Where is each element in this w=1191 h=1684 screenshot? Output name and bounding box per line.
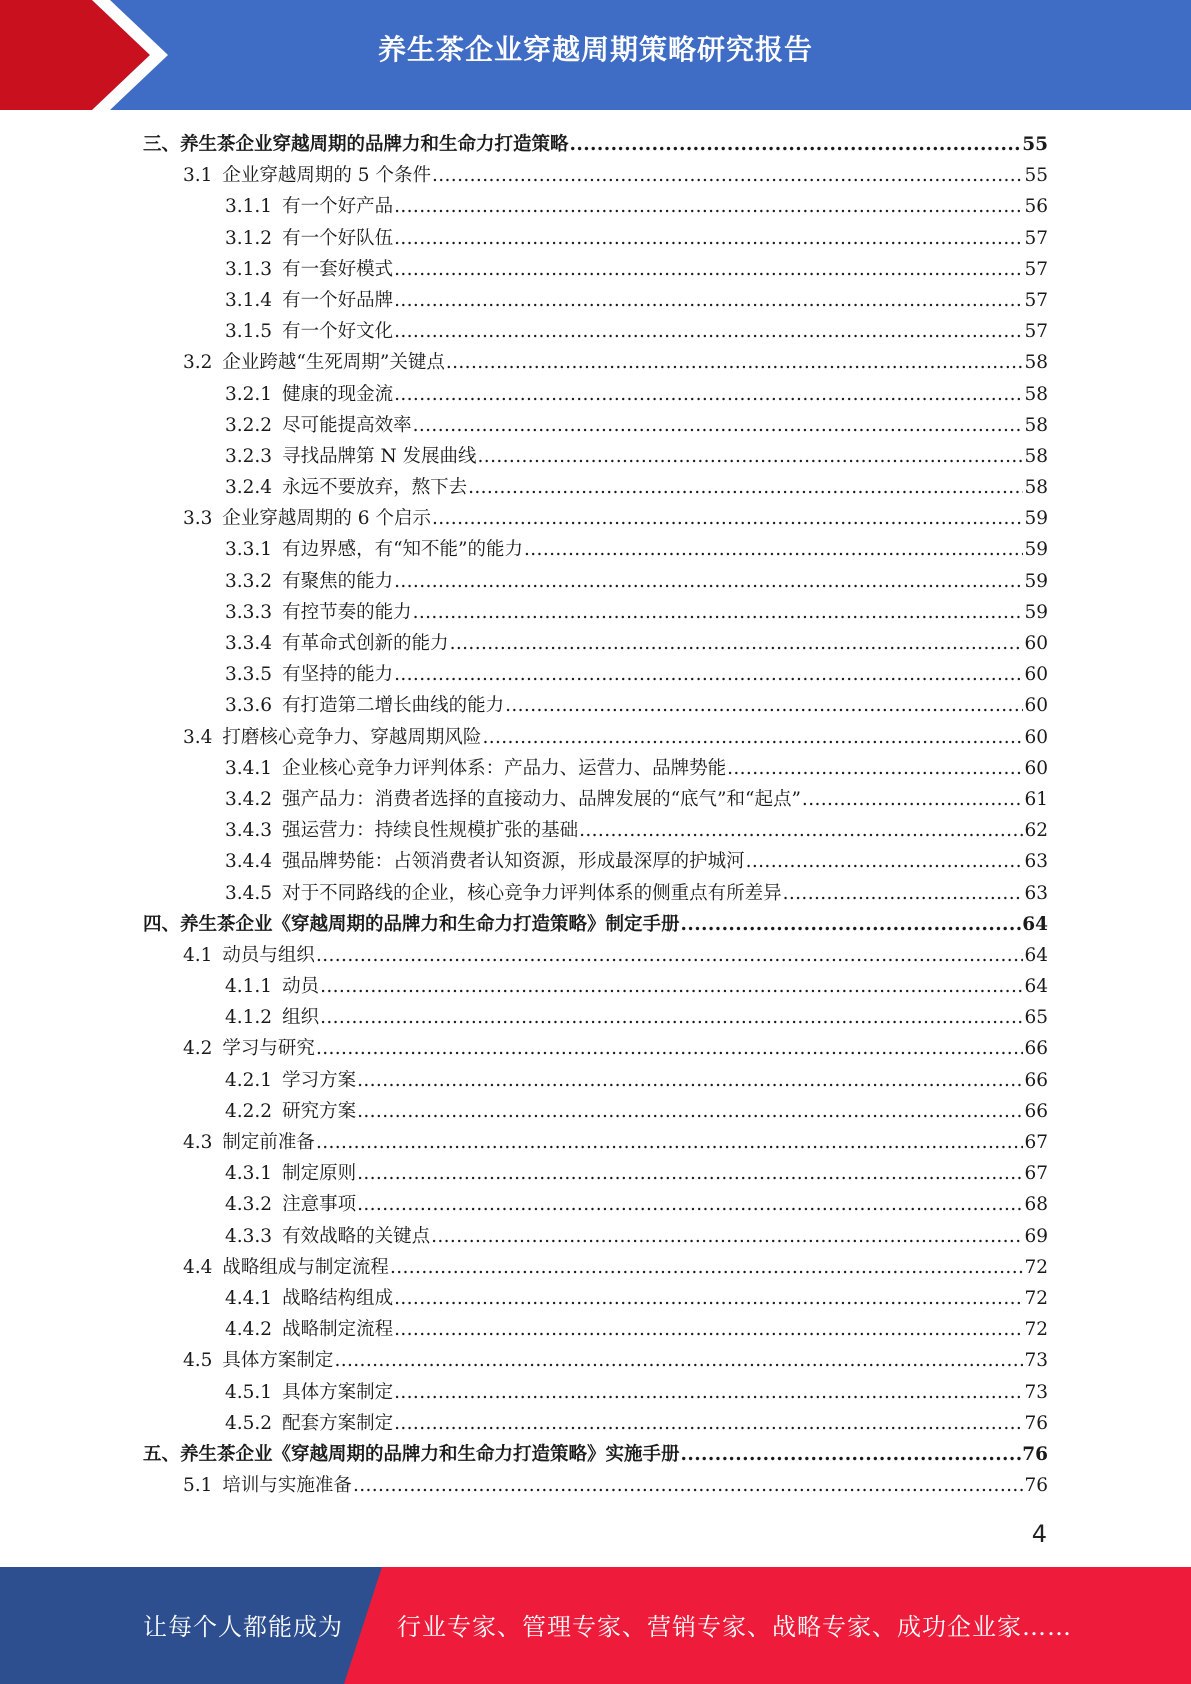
- toc-entry-number: 5.1: [183, 1475, 213, 1497]
- toc-entry-page: 58: [1024, 477, 1048, 499]
- toc-entry-number: 3.3.5: [225, 664, 273, 686]
- toc-entry[interactable]: [143, 1345, 1048, 1376]
- toc-entry-title: 强产品力：消费者选择的直接动力、品牌发展的“底气”和“起点”: [282, 788, 801, 810]
- toc-entry-page: 64: [1024, 976, 1048, 998]
- toc-entry-page: 60: [1024, 726, 1048, 748]
- toc-entry-page: 59: [1024, 539, 1048, 561]
- toc-entry-title: 有一个好产品: [282, 196, 394, 218]
- toc-entry-number: 4.3: [183, 1132, 213, 1153]
- toc-entry-page: 68: [1024, 1194, 1048, 1216]
- toc-entry-number: 4.5.1: [225, 1381, 273, 1403]
- toc-entry-title: 养生茶企业《穿越周期的品牌力和生命力打造策略》实施手册: [180, 1443, 680, 1465]
- toc-entry-page: 57: [1024, 321, 1048, 343]
- toc-entry-number: 3.2.1: [225, 383, 273, 405]
- toc-entry-page: 58: [1024, 352, 1048, 374]
- toc-entry-title: 有控节奏的能力: [282, 601, 412, 623]
- toc-entry[interactable]: [143, 379, 1048, 410]
- toc-entry-title: 企业核心竞争力评判体系：产品力、运营力、品牌势能: [282, 757, 727, 779]
- page-number: 4: [1031, 1520, 1047, 1548]
- toc-entry-title: 强运营力：持续良性规模扩张的基础: [282, 820, 579, 842]
- toc-entry-title: 战略制定流程: [282, 1319, 394, 1341]
- toc-entry-number: 3.1.2: [225, 227, 273, 249]
- toc-entry-title: 研究方案: [282, 1100, 357, 1122]
- toc-entry[interactable]: [143, 597, 1048, 628]
- toc-entry-title: 有效战略的关键点: [282, 1225, 431, 1247]
- toc-dot-leader: [357, 1096, 1023, 1127]
- toc-entry-page: 58: [1024, 383, 1048, 405]
- toc-entry-title: 有一个好品牌: [282, 289, 394, 311]
- toc-dot-leader: [394, 1314, 1023, 1345]
- toc-entry-number: 4.1.2: [225, 1007, 273, 1029]
- toc-entry-page: 57: [1024, 289, 1048, 311]
- toc-entry[interactable]: [143, 503, 1048, 534]
- toc-entry-number: 四、: [143, 913, 181, 935]
- toc-dot-leader: [394, 316, 1023, 347]
- toc-dot-leader: [320, 1002, 1023, 1033]
- toc-entry-number: 3.4.1: [225, 757, 273, 779]
- toc-entry-title: 注意事项: [282, 1194, 357, 1216]
- toc-entry-page: 60: [1024, 757, 1048, 779]
- footer-slogan-left: 让每个人都能成为: [143, 1613, 343, 1641]
- toc-entry-title: 寻找品牌第 N 发展曲线: [282, 445, 477, 467]
- toc-dot-leader: [727, 753, 1023, 784]
- toc-entry-number: 3.4.3: [225, 820, 273, 842]
- toc-dot-leader: [505, 690, 1023, 721]
- toc-entry[interactable]: [143, 1439, 1048, 1470]
- toc-entry-page: 76: [1022, 1443, 1048, 1465]
- toc-entry-page: 66: [1024, 1038, 1048, 1060]
- toc-entry[interactable]: [143, 1283, 1048, 1314]
- toc-entry-title: 养生茶企业《穿越周期的品牌力和生命力打造策略》制定手册: [180, 913, 680, 935]
- toc-entry[interactable]: [143, 878, 1048, 909]
- toc-entry[interactable]: [143, 254, 1048, 285]
- toc-entry[interactable]: [143, 784, 1048, 815]
- toc-entry-page: 66: [1024, 1069, 1048, 1091]
- toc-entry[interactable]: [143, 909, 1048, 940]
- toc-entry-page: 63: [1024, 851, 1048, 873]
- toc-entry-title: 养生茶企业穿越周期的品牌力和生命力打造策略: [180, 134, 569, 155]
- report-title: 养生茶企业穿越周期策略研究报告: [377, 33, 813, 66]
- toc-entry-number: 3.2.3: [225, 445, 273, 467]
- toc-entry-number: 4.2.1: [225, 1069, 273, 1091]
- toc-entry-number: 3.2: [183, 352, 213, 374]
- toc-entry-page: 65: [1024, 1007, 1048, 1029]
- toc-entry[interactable]: [143, 1096, 1048, 1127]
- toc-dot-leader: [394, 191, 1023, 222]
- toc-entry[interactable]: [143, 285, 1048, 316]
- toc-entry-number: 五、: [143, 1443, 181, 1465]
- toc-dot-leader: [681, 909, 1022, 940]
- toc-dot-leader: [394, 566, 1023, 597]
- toc-entry-page: 56: [1024, 196, 1048, 218]
- toc-entry-title: 打磨核心竞争力、穿越周期风险: [222, 726, 482, 748]
- toc-entry-title: 制定原则: [282, 1163, 357, 1185]
- toc-entry[interactable]: [143, 316, 1048, 347]
- toc-entry[interactable]: [143, 940, 1048, 971]
- toc-entry-page: 69: [1024, 1225, 1048, 1247]
- toc-entry[interactable]: [143, 1252, 1048, 1283]
- toc-entry[interactable]: [143, 441, 1048, 472]
- toc-dot-leader: [681, 1439, 1022, 1470]
- toc-dot-leader: [394, 1283, 1023, 1314]
- toc-entry-title: 动员与组织: [222, 944, 315, 966]
- toc-entry[interactable]: [143, 534, 1048, 565]
- toc-entry[interactable]: [143, 1158, 1048, 1189]
- toc-dot-leader: [746, 846, 1024, 877]
- toc-entry[interactable]: [143, 223, 1048, 254]
- toc-entry-page: 63: [1024, 882, 1048, 904]
- toc-entry-title: 企业穿越周期的 6 个启示: [222, 508, 431, 530]
- toc-entry[interactable]: [143, 722, 1048, 753]
- toc-entry-number: 4.4: [183, 1256, 213, 1278]
- table-of-contents: [143, 129, 1048, 1501]
- toc-entry-title: 健康的现金流: [282, 383, 394, 405]
- toc-entry[interactable]: [143, 1065, 1048, 1096]
- toc-entry-page: 60: [1024, 633, 1048, 654]
- toc-entry[interactable]: [143, 191, 1048, 222]
- toc-dot-leader: [316, 1127, 1024, 1158]
- toc-entry-page: 59: [1024, 570, 1048, 592]
- toc-entry-title: 永远不要放弃，熬下去: [282, 477, 468, 499]
- toc-dot-leader: [432, 160, 1023, 191]
- toc-dot-leader: [413, 410, 1024, 441]
- toc-entry-page: 76: [1024, 1475, 1048, 1497]
- toc-entry-title: 配套方案制定: [282, 1412, 394, 1434]
- toc-entry-page: 73: [1024, 1350, 1048, 1372]
- toc-entry-page: 60: [1024, 695, 1048, 717]
- toc-entry-title: 有打造第二增长曲线的能力: [282, 695, 505, 717]
- toc-entry-number: 3.1.1: [225, 196, 273, 218]
- toc-dot-leader: [482, 722, 1023, 753]
- toc-entry-page: 57: [1024, 227, 1048, 249]
- toc-dot-leader: [353, 1470, 1024, 1501]
- toc-entry-page: 64: [1024, 944, 1048, 966]
- toc-entry-title: 有一个好文化: [282, 321, 394, 343]
- toc-dot-leader: [334, 1345, 1023, 1376]
- toc-entry-page: 64: [1022, 913, 1048, 935]
- toc-entry-number: 3.2.2: [225, 414, 273, 436]
- toc-entry-number: 3.1.4: [225, 289, 273, 311]
- toc-dot-leader: [413, 597, 1024, 628]
- toc-entry-number: 3.1: [183, 165, 213, 187]
- toc-entry[interactable]: [143, 690, 1048, 721]
- toc-entry[interactable]: [143, 1189, 1048, 1220]
- toc-entry-title: 组织: [282, 1007, 320, 1029]
- toc-entry[interactable]: [143, 347, 1048, 378]
- toc-dot-leader: [468, 472, 1023, 503]
- header-banner: [0, 0, 1191, 110]
- toc-entry[interactable]: [143, 1377, 1048, 1408]
- toc-entry-number: 4.4.2: [225, 1319, 273, 1341]
- toc-entry-title: 动员: [282, 976, 320, 998]
- toc-entry-page: 66: [1024, 1100, 1048, 1122]
- toc-entry-number: 4.5: [183, 1350, 213, 1372]
- toc-entry-number: 3.4: [183, 726, 213, 748]
- toc-entry-page: 61: [1024, 788, 1048, 810]
- toc-entry-title: 有坚持的能力: [282, 664, 394, 686]
- toc-dot-leader: [802, 784, 1024, 815]
- toc-dot-leader: [450, 628, 1024, 659]
- toc-dot-leader: [357, 1158, 1023, 1189]
- toc-entry-title: 尽可能提高效率: [282, 414, 412, 436]
- toc-entry-number: 3.3.1: [225, 539, 273, 561]
- toc-dot-leader: [320, 971, 1023, 1002]
- toc-entry[interactable]: [143, 815, 1048, 846]
- toc-entry[interactable]: [143, 1002, 1048, 1033]
- toc-entry-number: 3.3.6: [225, 695, 273, 717]
- toc-entry[interactable]: [143, 160, 1048, 191]
- toc-entry-page: 55: [1022, 134, 1048, 155]
- toc-entry-page: 57: [1024, 258, 1048, 280]
- toc-entry[interactable]: [143, 753, 1048, 784]
- toc-entry-number: 3.4.5: [225, 882, 273, 904]
- toc-dot-leader: [390, 1252, 1024, 1283]
- toc-entry[interactable]: [143, 566, 1048, 597]
- toc-dot-leader: [783, 878, 1024, 909]
- toc-entry-number: 4.4.1: [225, 1287, 273, 1309]
- toc-dot-leader: [432, 503, 1023, 534]
- toc-entry[interactable]: [143, 1033, 1048, 1064]
- toc-entry-number: 4.2: [183, 1038, 213, 1060]
- toc-entry[interactable]: [143, 628, 1048, 659]
- toc-entry-page: 58: [1024, 414, 1048, 436]
- toc-entry-title: 有边界感，有“知不能”的能力: [282, 539, 523, 561]
- toc-entry-title: 企业穿越周期的 5 个条件: [222, 165, 431, 187]
- toc-entry[interactable]: [143, 971, 1048, 1002]
- toc-entry-title: 企业跨越“生死周期”关键点: [222, 352, 445, 374]
- toc-entry-page: 73: [1024, 1381, 1048, 1403]
- toc-entry[interactable]: [143, 1127, 1048, 1158]
- toc-dot-leader: [394, 659, 1023, 690]
- toc-entry-page: 60: [1024, 664, 1048, 686]
- toc-entry-title: 学习与研究: [222, 1038, 315, 1060]
- toc-entry-page: 72: [1024, 1319, 1048, 1341]
- toc-dot-leader: [316, 1033, 1024, 1064]
- toc-entry-page: 58: [1024, 445, 1048, 467]
- toc-entry[interactable]: [143, 659, 1048, 690]
- toc-dot-leader: [478, 441, 1024, 472]
- toc-entry-page: 72: [1024, 1256, 1048, 1278]
- toc-entry-number: 4.3.1: [225, 1163, 273, 1185]
- toc-dot-leader: [579, 815, 1023, 846]
- toc-dot-leader: [431, 1221, 1023, 1252]
- toc-entry-page: 59: [1024, 508, 1048, 530]
- toc-entry-title: 战略组成与制定流程: [222, 1256, 389, 1278]
- toc-dot-leader: [316, 940, 1024, 971]
- toc-entry-number: 4.2.2: [225, 1100, 273, 1122]
- toc-entry-number: 3.2.4: [225, 477, 273, 499]
- toc-entry-page: 72: [1024, 1287, 1048, 1309]
- toc-dot-leader: [394, 1408, 1023, 1439]
- toc-entry[interactable]: [143, 1314, 1048, 1345]
- toc-entry-page: 55: [1024, 165, 1048, 187]
- toc-dot-leader: [357, 1189, 1023, 1220]
- toc-entry-number: 3.3.3: [225, 601, 273, 623]
- toc-dot-leader: [524, 534, 1023, 565]
- toc-entry-title: 有一个好队伍: [282, 227, 394, 249]
- toc-entry-number: 3.4.4: [225, 851, 273, 873]
- toc-entry-page: 67: [1024, 1163, 1048, 1185]
- toc-entry-number: 3.1.5: [225, 321, 273, 343]
- toc-dot-leader: [446, 347, 1024, 378]
- toc-entry-number: 3.1.3: [225, 258, 273, 280]
- toc-entry-title: 具体方案制定: [282, 1381, 394, 1403]
- toc-dot-leader: [394, 379, 1023, 410]
- toc-entry[interactable]: [143, 410, 1048, 441]
- toc-entry-number: 4.1.1: [225, 976, 273, 998]
- toc-entry-title: 对于不同路线的企业，核心竞争力评判体系的侧重点有所差异: [282, 882, 782, 904]
- toc-entry[interactable]: [143, 1470, 1048, 1501]
- toc-entry-number: 三、: [143, 134, 181, 155]
- toc-entry[interactable]: [143, 1221, 1048, 1252]
- toc-dot-leader: [394, 223, 1023, 254]
- toc-entry[interactable]: [143, 129, 1048, 160]
- toc-entry-page: 67: [1024, 1132, 1048, 1153]
- toc-dot-leader: [570, 129, 1022, 160]
- toc-entry-number: 4.3.2: [225, 1194, 273, 1216]
- toc-entry-title: 具体方案制定: [222, 1350, 334, 1372]
- toc-entry-title: 制定前准备: [222, 1132, 315, 1153]
- toc-entry[interactable]: [143, 472, 1048, 503]
- toc-dot-leader: [394, 254, 1023, 285]
- toc-entry-page: 62: [1024, 820, 1048, 842]
- toc-entry-number: 3.3.2: [225, 570, 273, 592]
- toc-entry-title: 有聚焦的能力: [282, 570, 394, 592]
- toc-dot-leader: [394, 285, 1023, 316]
- toc-entry-number: 3.4.2: [225, 788, 273, 810]
- toc-entry-number: 4.5.2: [225, 1412, 273, 1434]
- toc-entry-number: 3.3: [183, 508, 213, 530]
- toc-entry-page: 59: [1024, 601, 1048, 623]
- toc-entry-title: 学习方案: [282, 1069, 357, 1091]
- toc-entry-number: 4.3.3: [225, 1225, 273, 1247]
- toc-entry-number: 4.1: [183, 944, 213, 966]
- toc-entry-title: 有一套好模式: [282, 258, 394, 280]
- toc-entry[interactable]: [143, 1408, 1048, 1439]
- toc-entry-title: 培训与实施准备: [222, 1475, 352, 1497]
- toc-dot-leader: [357, 1065, 1023, 1096]
- footer-banner: [0, 1567, 1191, 1684]
- toc-entry-title: 强品牌势能：占领消费者认知资源，形成最深厚的护城河: [282, 851, 745, 873]
- toc-entry-title: 战略结构组成: [282, 1287, 394, 1309]
- toc-dot-leader: [394, 1377, 1023, 1408]
- toc-entry-page: 76: [1024, 1412, 1048, 1434]
- toc-entry-number: 3.3.4: [225, 633, 273, 654]
- toc-entry-title: 有革命式创新的能力: [282, 633, 449, 654]
- footer-slogan-right: 行业专家、管理专家、营销专家、战略专家、成功企业家……: [397, 1613, 1072, 1641]
- toc-entry[interactable]: [143, 846, 1048, 877]
